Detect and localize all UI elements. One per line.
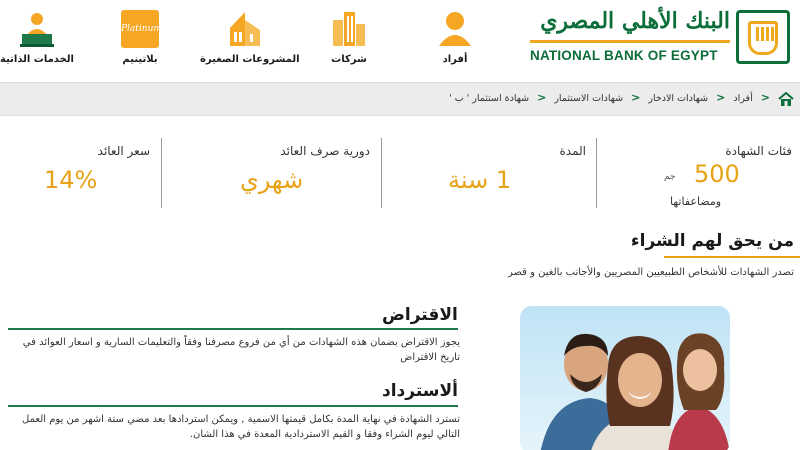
home-icon[interactable]	[778, 92, 794, 106]
redemption-title: ألاسترداد	[382, 381, 458, 401]
rate-label: سعر العائد	[97, 144, 150, 158]
nav-corporate[interactable]	[304, 10, 394, 65]
corporate-building-icon	[330, 10, 368, 48]
breadcrumb-item[interactable]: شهادات الاستثمار	[554, 93, 624, 104]
breadcrumb-item[interactable]: شهادات الادخار	[648, 93, 709, 104]
platinum-card-icon: Platinum	[121, 10, 159, 48]
eligibility-title: من يحق لهم الشراء	[630, 231, 794, 251]
breadcrumb	[449, 91, 794, 106]
info-divider	[381, 138, 382, 208]
bank-logo[interactable]	[530, 8, 792, 72]
redemption-underline	[8, 405, 458, 407]
term-value: 1 سنة	[448, 166, 512, 194]
loan-text: يجوز الاقتراض بضمان هذه الشهادات من أي من فروع مصرفنا وفقاً والتعليمات السارية و اسعار العوائد في تاريخ الاقتراض	[22, 337, 460, 363]
term-label: المدة	[559, 144, 586, 158]
breadcrumb-current: شهادة استثمار ' ب '	[449, 93, 530, 104]
nav-platinum-label: بلاتينيم	[122, 54, 158, 65]
nav-self-service-label: الخدمات الذاتية	[0, 54, 74, 65]
logo-arabic-name: البنك الأهلي المصري	[540, 8, 730, 34]
breadcrumb-separator: <	[716, 91, 726, 104]
certificate-info-strip	[0, 138, 800, 216]
nav-small-business[interactable]	[200, 10, 300, 65]
breadcrumb-separator: <	[631, 91, 641, 104]
breadcrumb-separator: <	[760, 91, 770, 104]
info-divider	[161, 138, 162, 208]
nav-small-business-label: المشروعات الصغيرة	[200, 54, 300, 65]
term-block	[384, 138, 594, 208]
redemption-text: تسترد الشهادة في نهاية المدة بكامل قيمتها الاسمية , ويمكن استردادها بعد مضي ستة اشهر من يوم العمل التالي ليوم الشراء وفقا و القيم الاستردادية المعدة في هذا الشان.	[22, 414, 460, 440]
denomination-unit: جم	[664, 172, 676, 182]
denomination-value: 500	[694, 160, 740, 188]
payout-block	[164, 138, 378, 208]
denomination-note: ومضاعفاتها	[670, 195, 722, 208]
denomination-label: فئات الشهادة	[725, 144, 792, 158]
nav-individuals[interactable]	[410, 10, 500, 65]
nav-individuals-label: أفراد	[442, 54, 468, 65]
logo-english-name: NATIONAL BANK OF EGYPT	[530, 48, 718, 63]
loan-title: الاقتراض	[382, 305, 458, 325]
bank-emblem-icon	[736, 10, 790, 64]
rate-block	[0, 138, 158, 208]
loan-underline	[8, 328, 458, 330]
nav-platinum[interactable]	[95, 10, 185, 65]
nav-self-service[interactable]	[0, 10, 82, 65]
denomination-block	[600, 138, 800, 208]
eligibility-text: تصدر الشهادات للأشخاص الطبيعيين المصريين والأجانب بالغين و قصر	[507, 267, 794, 278]
logo-divider	[530, 40, 730, 43]
site-header	[0, 0, 800, 78]
eligibility-underline	[664, 256, 800, 258]
payout-label: دورية صرف العائد	[280, 144, 370, 158]
breadcrumb-bar	[0, 82, 800, 116]
self-service-icon	[18, 10, 56, 48]
family-photo	[520, 306, 730, 450]
rate-value: 14%	[44, 166, 98, 194]
small-business-icon	[226, 10, 264, 48]
breadcrumb-item[interactable]: أفراد	[733, 93, 753, 104]
payout-value: شهري	[240, 166, 304, 194]
breadcrumb-separator: <	[537, 91, 547, 104]
individual-person-icon	[436, 10, 474, 48]
nav-corporate-label: شركات	[331, 54, 367, 65]
info-divider	[596, 138, 597, 208]
